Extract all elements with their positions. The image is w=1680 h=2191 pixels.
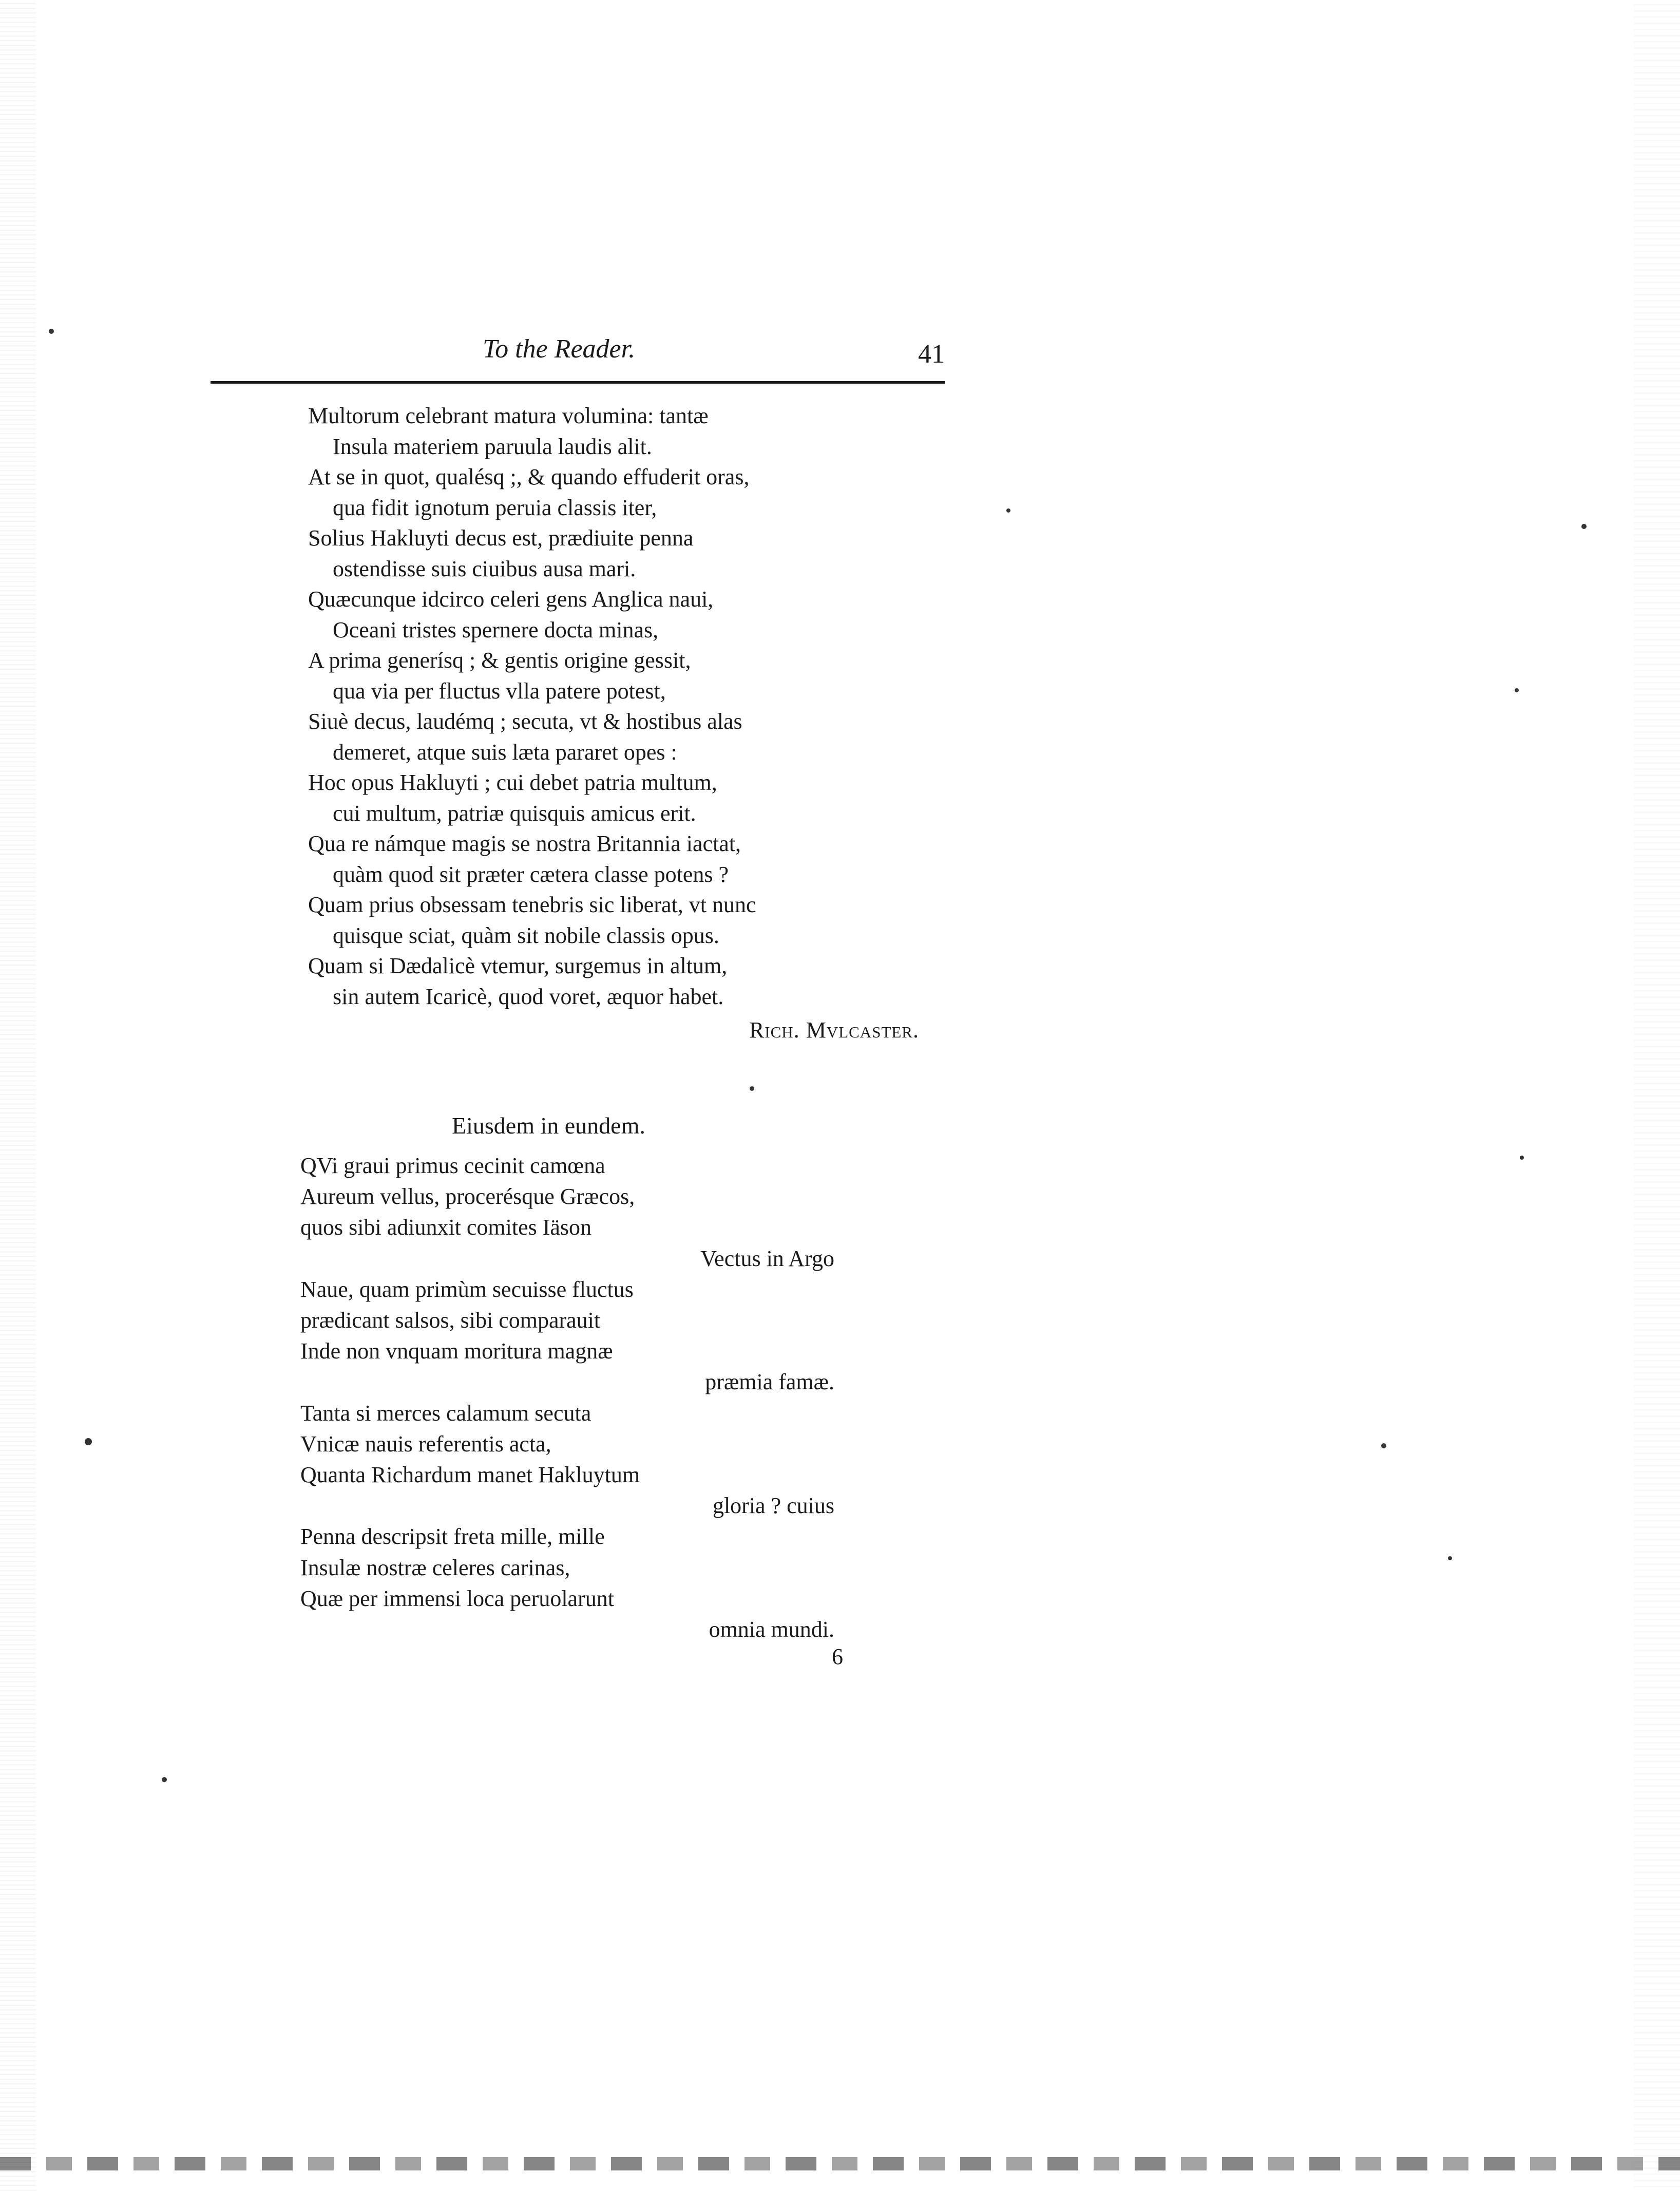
- poem-line: Quam si Dædalicè vtemur, surgemus in altum,: [308, 953, 728, 978]
- poem-line: Inde non vnquam moritura magnæ: [300, 1338, 613, 1364]
- signature-mark: 6: [832, 1644, 843, 1669]
- poem-line: quàm quod sit præter cætera classe potens ?: [333, 861, 729, 887]
- poem-line: prædicant salsos, sibi comparauit: [300, 1308, 601, 1333]
- poem-line: sin autem Icaricè, quod voret, æquor habet.: [333, 984, 724, 1009]
- poem-line: At se in quot, qualésq ;, & quando effuderit oras,: [308, 464, 750, 489]
- poem-line: Solius Hakluyti decus est, prædiuite penna: [308, 525, 694, 551]
- poem-eiusdem: [300, 1150, 834, 1645]
- poem-line: Insula materiem paruula laudis alit.: [333, 433, 652, 459]
- scan-speck: [162, 1777, 167, 1782]
- scan-edge-bottom: [0, 2157, 1680, 2170]
- page-number: 41: [918, 339, 945, 369]
- poem-line: Aureum vellus, procerésque Græcos,: [300, 1184, 635, 1210]
- poem-line: Siuè decus, laudémq ; secuta, vt & hostibus alas: [308, 709, 742, 734]
- poem-line: Vnicæ nauis referentis acta,: [300, 1431, 551, 1457]
- page-header: [211, 334, 945, 390]
- scan-edge-right: [1634, 0, 1680, 2191]
- header-rule: [211, 381, 945, 384]
- poem-line: Quæcunque idcirco celeri gens Anglica naui,: [308, 587, 714, 612]
- scan-speck: [1381, 1443, 1386, 1448]
- poem-line: demeret, atque suis læta pararet opes :: [333, 739, 677, 765]
- poem-mulcaster: [308, 401, 945, 1012]
- poem-line: A prima generísq ; & gentis origine gessit,: [308, 648, 691, 673]
- scan-speck: [85, 1438, 92, 1445]
- poem-line: Quæ per immensi loca peruolarunt: [300, 1585, 614, 1611]
- poem-heading: Eiusdem in eundem.: [452, 1112, 645, 1139]
- running-head: To the Reader.: [483, 334, 636, 364]
- scan-speck: [1006, 508, 1010, 513]
- scan-speck: [49, 329, 54, 334]
- scan-speck: [1581, 524, 1587, 529]
- poem-line: cui multum, patriæ quisquis amicus erit.: [333, 800, 696, 826]
- poem-line: qua fidit ignotum peruia classis iter,: [333, 495, 657, 520]
- poem-line: Multorum celebrant matura volumina: tantæ: [308, 403, 709, 428]
- poem-line: Insulæ nostræ celeres carinas,: [300, 1555, 570, 1580]
- scan-speck: [750, 1086, 754, 1091]
- poem-line: quos sibi adiunxit comites Iäson: [300, 1215, 592, 1240]
- poem-line: Penna descripsit freta mille, mille: [300, 1524, 605, 1550]
- poem-line: omnia mundi.: [709, 1617, 834, 1642]
- poem-line: Oceani tristes spernere docta minas,: [333, 617, 659, 643]
- scan-speck: [1448, 1556, 1452, 1560]
- poem-line: QVi graui primus cecinit camœna: [300, 1153, 605, 1178]
- scan-speck: [1515, 688, 1519, 692]
- poem-line: Quanta Richardum manet Hakluytum: [300, 1462, 640, 1488]
- poem-line: quisque sciat, quàm sit nobile classis opus.: [333, 922, 719, 948]
- poem-signature: Rich. Mvlcaster.: [749, 1017, 919, 1043]
- poem-line: Naue, quam primùm secuisse fluctus: [300, 1276, 634, 1302]
- scan-edge-left: [0, 0, 36, 2191]
- poem-line: Qua re námque magis se nostra Britannia iactat,: [308, 831, 741, 856]
- poem-line: Hoc opus Hakluyti ; cui debet patria multum,: [308, 770, 717, 795]
- poem-line: Vectus in Argo: [700, 1245, 834, 1271]
- poem-line: qua via per fluctus vlla patere potest,: [333, 678, 666, 704]
- poem-line: Quam prius obsessam tenebris sic liberat, vt nunc: [308, 892, 756, 917]
- poem-line: ostendisse suis ciuibus ausa mari.: [333, 556, 636, 581]
- poem-line: Tanta si merces calamum secuta: [300, 1400, 591, 1426]
- scan-speck: [1520, 1156, 1524, 1160]
- poem-line: præmia famæ.: [705, 1369, 834, 1395]
- poem-line: gloria ? cuius: [712, 1493, 834, 1519]
